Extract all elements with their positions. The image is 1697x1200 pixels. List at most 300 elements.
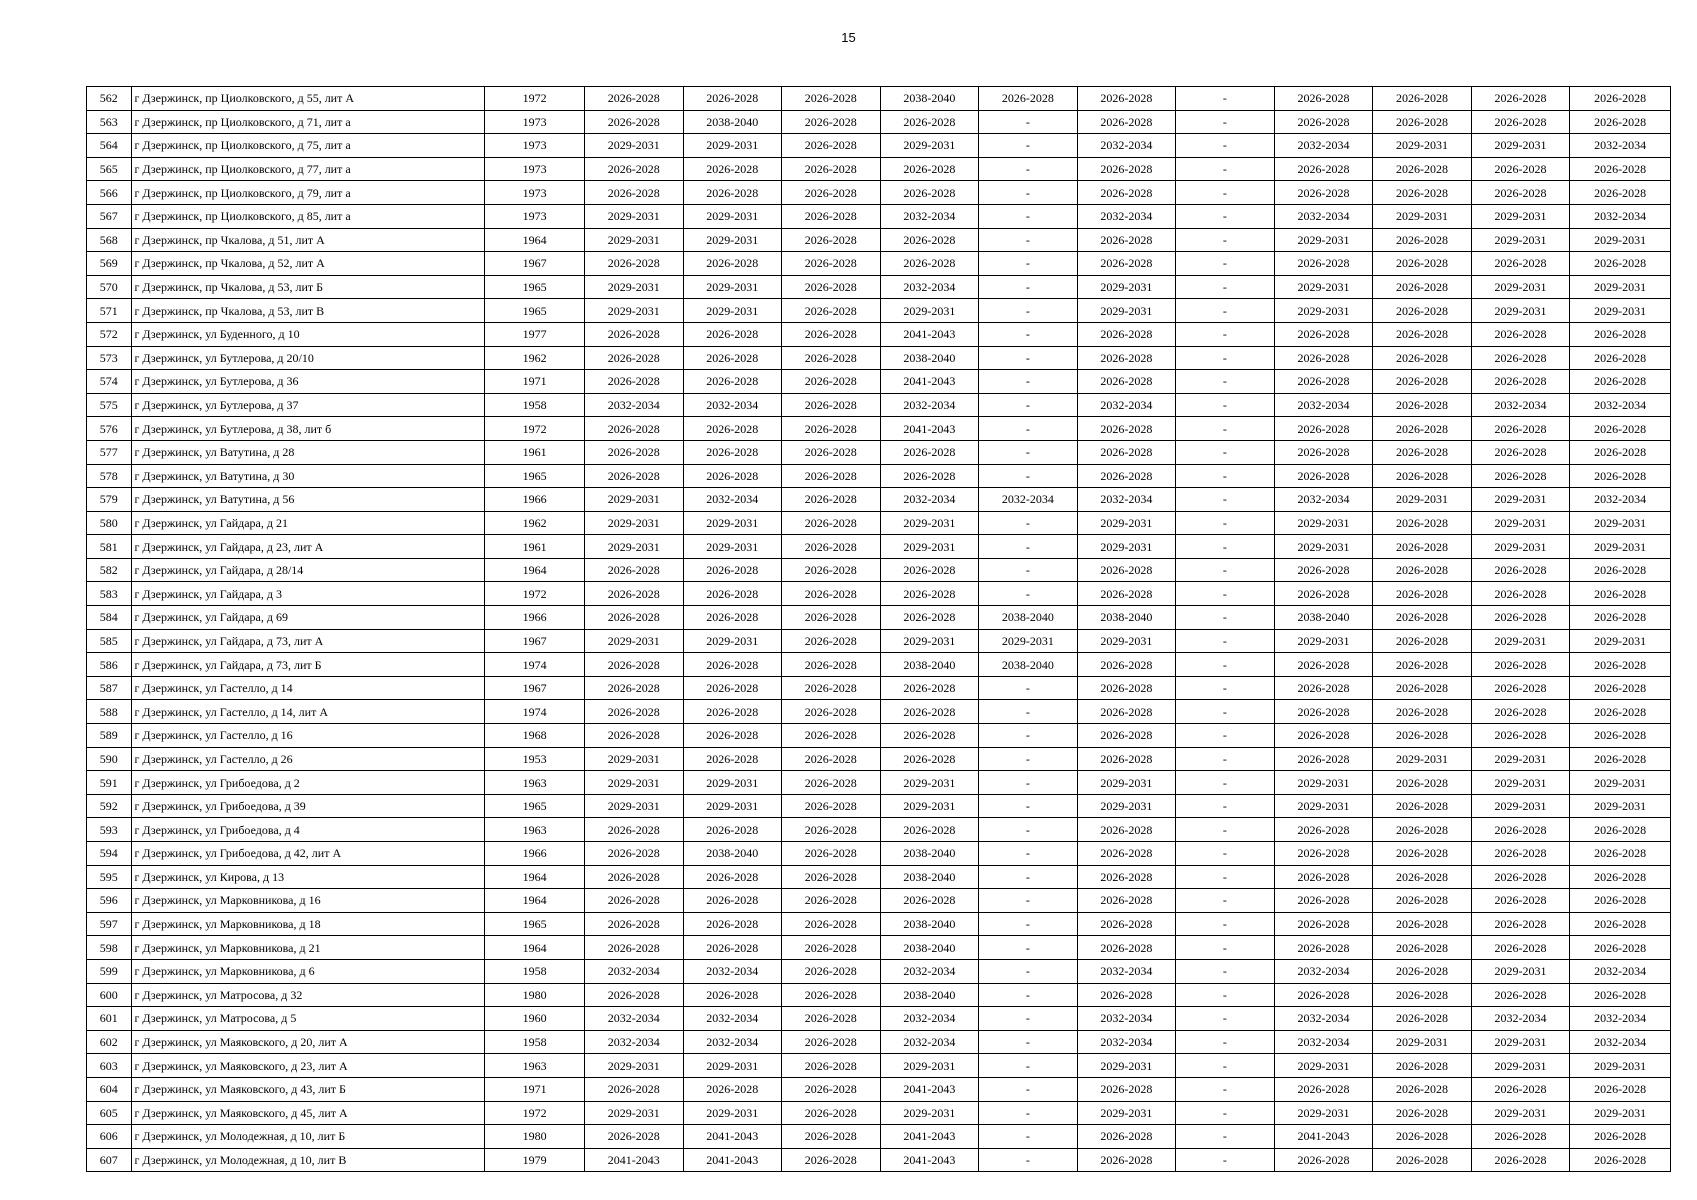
period-cell: 2026-2028	[1077, 983, 1176, 1007]
address-cell: г Дзержинск, ул Маяковского, д 23, лит А	[131, 1054, 485, 1078]
period-cell: 2026-2028	[1077, 865, 1176, 889]
address-cell: г Дзержинск, ул Марковникова, д 6	[131, 959, 485, 983]
period-cell: 2029-2031	[1373, 747, 1472, 771]
period-cell: 2026-2028	[1471, 676, 1570, 700]
period-cell: 2029-2031	[1471, 228, 1570, 252]
period-cell: 2029-2031	[1471, 204, 1570, 228]
period-cell: 2026-2028	[1373, 511, 1472, 535]
period-cell: 2026-2028	[1077, 346, 1176, 370]
address-cell: г Дзержинск, ул Маяковского, д 43, лит Б	[131, 1077, 485, 1101]
table-body	[87, 87, 1671, 1172]
row-number-cell: 604	[87, 1077, 132, 1101]
period-cell: 2032-2034	[1274, 204, 1373, 228]
period-cell: 2026-2028	[1274, 865, 1373, 889]
address-cell: г Дзержинск, пр Циолковского, д 85, лит а	[131, 204, 485, 228]
period-cell: 2029-2031	[880, 511, 979, 535]
row-number-cell: 579	[87, 488, 132, 512]
period-cell: -	[979, 1101, 1078, 1125]
period-cell: 2029-2031	[1570, 275, 1671, 299]
period-cell: 2026-2028	[782, 464, 881, 488]
year-cell: 1980	[485, 1125, 585, 1149]
period-cell: -	[979, 983, 1078, 1007]
period-cell: 2041-2043	[683, 1148, 782, 1172]
period-cell: 2026-2028	[1077, 724, 1176, 748]
period-cell: 2026-2028	[1077, 228, 1176, 252]
period-cell: 2029-2031	[683, 228, 782, 252]
period-cell: 2026-2028	[1471, 558, 1570, 582]
period-cell: 2026-2028	[683, 1077, 782, 1101]
period-cell: 2026-2028	[880, 252, 979, 276]
period-cell: 2026-2028	[1471, 440, 1570, 464]
period-cell: 2026-2028	[782, 959, 881, 983]
period-cell: -	[979, 936, 1078, 960]
period-cell: -	[1176, 87, 1275, 111]
period-cell: 2026-2028	[1077, 1148, 1176, 1172]
period-cell: 2026-2028	[782, 1125, 881, 1149]
year-cell: 1972	[485, 1101, 585, 1125]
period-cell: 2029-2031	[1077, 794, 1176, 818]
address-cell: г Дзержинск, ул Кирова, д 13	[131, 865, 485, 889]
period-cell: -	[1176, 724, 1275, 748]
period-cell: 2032-2034	[880, 959, 979, 983]
period-cell: 2032-2034	[683, 488, 782, 512]
period-cell: 2026-2028	[1570, 252, 1671, 276]
period-cell: 2029-2031	[1274, 629, 1373, 653]
period-cell: 2026-2028	[1570, 653, 1671, 677]
period-cell: -	[1176, 700, 1275, 724]
period-cell: -	[979, 818, 1078, 842]
period-cell: -	[1176, 1054, 1275, 1078]
period-cell: 2026-2028	[1373, 252, 1472, 276]
period-cell: -	[1176, 676, 1275, 700]
period-cell: 2026-2028	[1373, 653, 1472, 677]
period-cell: -	[979, 440, 1078, 464]
table-row	[87, 936, 1671, 960]
row-number-cell: 602	[87, 1030, 132, 1054]
period-cell: 2032-2034	[1274, 1007, 1373, 1031]
table-row	[87, 275, 1671, 299]
period-cell: -	[1176, 346, 1275, 370]
period-cell: 2026-2028	[1274, 322, 1373, 346]
period-cell: 2026-2028	[880, 181, 979, 205]
period-cell: 2038-2040	[1077, 606, 1176, 630]
period-cell: 2026-2028	[782, 511, 881, 535]
period-cell: 2029-2031	[683, 629, 782, 653]
table-row	[87, 629, 1671, 653]
period-cell: 2032-2034	[1274, 393, 1373, 417]
table-row	[87, 1054, 1671, 1078]
period-cell: 2026-2028	[1077, 653, 1176, 677]
period-cell: 2026-2028	[1471, 983, 1570, 1007]
address-cell: г Дзержинск, ул Маяковского, д 45, лит А	[131, 1101, 485, 1125]
period-cell: 2032-2034	[979, 488, 1078, 512]
year-cell: 1973	[485, 157, 585, 181]
row-number-cell: 586	[87, 653, 132, 677]
period-cell: 2029-2031	[584, 275, 683, 299]
period-cell: 2029-2031	[1077, 299, 1176, 323]
address-cell: г Дзержинск, ул Гастелло, д 16	[131, 724, 485, 748]
period-cell: 2026-2028	[1373, 299, 1472, 323]
row-number-cell: 566	[87, 181, 132, 205]
period-cell: 2026-2028	[1077, 440, 1176, 464]
address-cell: г Дзержинск, пр Циолковского, д 77, лит а	[131, 157, 485, 181]
period-cell: -	[1176, 747, 1275, 771]
period-cell: -	[1176, 653, 1275, 677]
period-cell: 2026-2028	[683, 983, 782, 1007]
period-cell: 2032-2034	[1570, 1007, 1671, 1031]
period-cell: 2026-2028	[1471, 818, 1570, 842]
table-row	[87, 889, 1671, 913]
period-cell: 2026-2028	[1373, 157, 1472, 181]
period-cell: 2026-2028	[584, 724, 683, 748]
address-cell: г Дзержинск, пр Циолковского, д 71, лит а	[131, 110, 485, 134]
period-cell: 2041-2043	[880, 322, 979, 346]
period-cell: 2026-2028	[782, 1030, 881, 1054]
table-row	[87, 440, 1671, 464]
table-row	[87, 252, 1671, 276]
year-cell: 1972	[485, 87, 585, 111]
period-cell: -	[1176, 228, 1275, 252]
row-number-cell: 563	[87, 110, 132, 134]
period-cell: 2026-2028	[1570, 110, 1671, 134]
row-number-cell: 597	[87, 912, 132, 936]
table-row	[87, 818, 1671, 842]
table-row	[87, 228, 1671, 252]
period-cell: 2026-2028	[782, 700, 881, 724]
period-cell: 2026-2028	[1373, 322, 1472, 346]
table-row	[87, 299, 1671, 323]
period-cell: 2026-2028	[1077, 936, 1176, 960]
period-cell: 2038-2040	[880, 936, 979, 960]
year-cell: 1979	[485, 1148, 585, 1172]
period-cell: 2029-2031	[880, 299, 979, 323]
period-cell: 2029-2031	[1373, 1030, 1472, 1054]
address-cell: г Дзержинск, пр Чкалова, д 53, лит Б	[131, 275, 485, 299]
year-cell: 1958	[485, 393, 585, 417]
period-cell: 2041-2043	[880, 1125, 979, 1149]
address-cell: г Дзержинск, ул Грибоедова, д 4	[131, 818, 485, 842]
row-number-cell: 565	[87, 157, 132, 181]
period-cell: -	[979, 110, 1078, 134]
period-cell: 2026-2028	[1471, 1077, 1570, 1101]
table-row	[87, 535, 1671, 559]
row-number-cell: 568	[87, 228, 132, 252]
year-cell: 1967	[485, 629, 585, 653]
row-number-cell: 571	[87, 299, 132, 323]
period-cell: 2026-2028	[1471, 582, 1570, 606]
period-cell: 2026-2028	[782, 558, 881, 582]
period-cell: -	[979, 417, 1078, 441]
period-cell: 2026-2028	[1274, 252, 1373, 276]
year-cell: 1958	[485, 1030, 585, 1054]
period-cell: 2026-2028	[1274, 936, 1373, 960]
period-cell: 2026-2028	[1373, 724, 1472, 748]
period-cell: 2026-2028	[1471, 700, 1570, 724]
period-cell: -	[1176, 464, 1275, 488]
row-number-cell: 607	[87, 1148, 132, 1172]
period-cell: 2029-2031	[1471, 959, 1570, 983]
period-cell: -	[1176, 1030, 1275, 1054]
address-cell: г Дзержинск, ул Гастелло, д 14	[131, 676, 485, 700]
table-row	[87, 865, 1671, 889]
table-row	[87, 464, 1671, 488]
period-cell: 2026-2028	[1274, 653, 1373, 677]
period-cell: -	[979, 511, 1078, 535]
table-row	[87, 1125, 1671, 1149]
period-cell: 2026-2028	[782, 252, 881, 276]
year-cell: 1967	[485, 252, 585, 276]
period-cell: 2038-2040	[683, 110, 782, 134]
period-cell: 2029-2031	[584, 228, 683, 252]
period-cell: 2026-2028	[880, 818, 979, 842]
period-cell: 2032-2034	[683, 1007, 782, 1031]
row-number-cell: 591	[87, 771, 132, 795]
period-cell: 2026-2028	[584, 700, 683, 724]
period-cell: 2026-2028	[782, 299, 881, 323]
period-cell: 2032-2034	[880, 393, 979, 417]
period-cell: 2026-2028	[1471, 252, 1570, 276]
table-row	[87, 558, 1671, 582]
year-cell: 1971	[485, 1077, 585, 1101]
period-cell: 2026-2028	[1570, 582, 1671, 606]
period-cell: 2026-2028	[1373, 346, 1472, 370]
period-cell: 2032-2034	[880, 275, 979, 299]
period-cell: 2026-2028	[1274, 818, 1373, 842]
address-cell: г Дзержинск, ул Гайдара, д 23, лит А	[131, 535, 485, 559]
period-cell: 2026-2028	[584, 653, 683, 677]
period-cell: 2029-2031	[584, 629, 683, 653]
period-cell: 2041-2043	[880, 1077, 979, 1101]
period-cell: 2026-2028	[1570, 322, 1671, 346]
table-row	[87, 181, 1671, 205]
period-cell: 2026-2028	[880, 582, 979, 606]
year-cell: 1960	[485, 1007, 585, 1031]
period-cell: 2026-2028	[1471, 1125, 1570, 1149]
period-cell: 2038-2040	[979, 606, 1078, 630]
period-cell: 2026-2028	[1373, 700, 1472, 724]
year-cell: 1966	[485, 842, 585, 866]
period-cell: -	[979, 299, 1078, 323]
address-cell: г Дзержинск, ул Молодежная, д 10, лит В	[131, 1148, 485, 1172]
period-cell: 2026-2028	[1570, 157, 1671, 181]
address-cell: г Дзержинск, ул Ватутина, д 56	[131, 488, 485, 512]
period-cell: 2032-2034	[683, 393, 782, 417]
period-cell: 2026-2028	[1077, 1125, 1176, 1149]
period-cell: -	[979, 676, 1078, 700]
period-cell: 2038-2040	[880, 983, 979, 1007]
period-cell: 2029-2031	[1471, 1101, 1570, 1125]
period-cell: 2026-2028	[1274, 889, 1373, 913]
period-cell: 2029-2031	[1570, 771, 1671, 795]
period-cell: 2032-2034	[1471, 1007, 1570, 1031]
year-cell: 1972	[485, 582, 585, 606]
year-cell: 1964	[485, 889, 585, 913]
period-cell: 2029-2031	[1274, 794, 1373, 818]
table-row	[87, 959, 1671, 983]
period-cell: 2026-2028	[1570, 865, 1671, 889]
period-cell: 2029-2031	[1570, 1054, 1671, 1078]
period-cell: 2026-2028	[1471, 157, 1570, 181]
period-cell: 2026-2028	[1570, 889, 1671, 913]
table-row	[87, 370, 1671, 394]
row-number-cell: 596	[87, 889, 132, 913]
table-row	[87, 1101, 1671, 1125]
period-cell: 2026-2028	[782, 134, 881, 158]
table-row	[87, 653, 1671, 677]
address-cell: г Дзержинск, ул Гайдара, д 73, лит Б	[131, 653, 485, 677]
period-cell: -	[1176, 134, 1275, 158]
period-cell: 2029-2031	[1274, 299, 1373, 323]
period-cell: 2026-2028	[1570, 983, 1671, 1007]
period-cell: 2026-2028	[880, 228, 979, 252]
table-row	[87, 134, 1671, 158]
period-cell: -	[979, 134, 1078, 158]
period-cell: 2029-2031	[1471, 488, 1570, 512]
row-number-cell: 594	[87, 842, 132, 866]
period-cell: 2026-2028	[782, 1101, 881, 1125]
address-cell: г Дзержинск, ул Буденного, д 10	[131, 322, 485, 346]
row-number-cell: 588	[87, 700, 132, 724]
period-cell: 2026-2028	[683, 936, 782, 960]
period-cell: 2038-2040	[979, 653, 1078, 677]
period-cell: 2026-2028	[1373, 181, 1472, 205]
period-cell: 2041-2043	[1274, 1125, 1373, 1149]
table-row	[87, 204, 1671, 228]
address-cell: г Дзержинск, ул Бутлерова, д 20/10	[131, 346, 485, 370]
period-cell: 2029-2031	[1373, 204, 1472, 228]
period-cell: 2026-2028	[1373, 228, 1472, 252]
period-cell: 2026-2028	[584, 322, 683, 346]
period-cell: 2026-2028	[880, 440, 979, 464]
period-cell: 2041-2043	[880, 1148, 979, 1172]
address-cell: г Дзержинск, пр Чкалова, д 51, лит А	[131, 228, 485, 252]
period-cell: 2026-2028	[782, 724, 881, 748]
year-cell: 1967	[485, 676, 585, 700]
period-cell: -	[1176, 370, 1275, 394]
period-cell: -	[979, 157, 1078, 181]
period-cell: 2026-2028	[584, 157, 683, 181]
period-cell: 2029-2031	[1274, 228, 1373, 252]
period-cell: 2026-2028	[1373, 417, 1472, 441]
year-cell: 1974	[485, 653, 585, 677]
year-cell: 1964	[485, 558, 585, 582]
schedule-table	[86, 86, 1671, 1172]
period-cell: 2032-2034	[1274, 134, 1373, 158]
period-cell: 2026-2028	[782, 157, 881, 181]
year-cell: 1964	[485, 228, 585, 252]
table-row	[87, 676, 1671, 700]
period-cell: -	[979, 582, 1078, 606]
period-cell: 2026-2028	[683, 865, 782, 889]
period-cell: 2026-2028	[1373, 1101, 1472, 1125]
period-cell: -	[1176, 204, 1275, 228]
table-row	[87, 606, 1671, 630]
table-row	[87, 700, 1671, 724]
period-cell: 2029-2031	[1471, 629, 1570, 653]
period-cell: -	[979, 959, 1078, 983]
period-cell: 2026-2028	[1471, 936, 1570, 960]
period-cell: 2026-2028	[1077, 464, 1176, 488]
period-cell: 2026-2028	[683, 582, 782, 606]
table-row	[87, 110, 1671, 134]
row-number-cell: 570	[87, 275, 132, 299]
period-cell: 2026-2028	[1274, 700, 1373, 724]
period-cell: -	[979, 228, 1078, 252]
period-cell: 2029-2031	[1274, 1054, 1373, 1078]
period-cell: 2026-2028	[1373, 629, 1472, 653]
period-cell: 2029-2031	[1471, 771, 1570, 795]
period-cell: 2032-2034	[1570, 959, 1671, 983]
table-row	[87, 157, 1671, 181]
period-cell: 2026-2028	[782, 322, 881, 346]
period-cell: 2026-2028	[1077, 558, 1176, 582]
period-cell: 2026-2028	[683, 724, 782, 748]
period-cell: 2029-2031	[1570, 794, 1671, 818]
period-cell: 2026-2028	[1077, 110, 1176, 134]
row-number-cell: 606	[87, 1125, 132, 1149]
period-cell: -	[979, 1148, 1078, 1172]
period-cell: 2029-2031	[584, 794, 683, 818]
period-cell: 2032-2034	[1077, 393, 1176, 417]
period-cell: 2026-2028	[683, 346, 782, 370]
period-cell: -	[1176, 1007, 1275, 1031]
period-cell: 2026-2028	[1570, 464, 1671, 488]
period-cell: 2026-2028	[782, 228, 881, 252]
period-cell: -	[979, 700, 1078, 724]
period-cell: -	[1176, 936, 1275, 960]
period-cell: 2026-2028	[1570, 370, 1671, 394]
row-number-cell: 562	[87, 87, 132, 111]
period-cell: -	[979, 204, 1078, 228]
period-cell: 2026-2028	[584, 181, 683, 205]
period-cell: 2032-2034	[584, 1030, 683, 1054]
address-cell: г Дзержинск, пр Циолковского, д 55, лит А	[131, 87, 485, 111]
period-cell: 2026-2028	[782, 110, 881, 134]
period-cell: 2026-2028	[1274, 582, 1373, 606]
period-cell: 2026-2028	[1373, 983, 1472, 1007]
year-cell: 1965	[485, 912, 585, 936]
period-cell: 2026-2028	[1373, 794, 1472, 818]
row-number-cell: 605	[87, 1101, 132, 1125]
period-cell: 2026-2028	[1373, 912, 1472, 936]
period-cell: 2026-2028	[683, 747, 782, 771]
period-cell: 2029-2031	[584, 204, 683, 228]
period-cell: 2029-2031	[1570, 535, 1671, 559]
period-cell: 2026-2028	[1373, 110, 1472, 134]
address-cell: г Дзержинск, пр Циолковского, д 79, лит а	[131, 181, 485, 205]
table-row	[87, 771, 1671, 795]
period-cell: 2026-2028	[1373, 440, 1472, 464]
period-cell: 2026-2028	[1077, 889, 1176, 913]
period-cell: 2032-2034	[1274, 1030, 1373, 1054]
period-cell: 2029-2031	[584, 511, 683, 535]
period-cell: 2032-2034	[584, 959, 683, 983]
period-cell: 2026-2028	[683, 322, 782, 346]
period-cell: -	[1176, 535, 1275, 559]
period-cell: -	[1176, 511, 1275, 535]
period-cell: 2026-2028	[1274, 676, 1373, 700]
period-cell: -	[1176, 252, 1275, 276]
period-cell: 2026-2028	[1274, 983, 1373, 1007]
period-cell: 2026-2028	[1373, 535, 1472, 559]
period-cell: 2029-2031	[880, 1101, 979, 1125]
period-cell: 2026-2028	[880, 110, 979, 134]
period-cell: 2038-2040	[880, 346, 979, 370]
period-cell: 2038-2040	[880, 912, 979, 936]
period-cell: 2032-2034	[1077, 488, 1176, 512]
period-cell: 2026-2028	[1077, 1077, 1176, 1101]
period-cell: 2026-2028	[1471, 464, 1570, 488]
